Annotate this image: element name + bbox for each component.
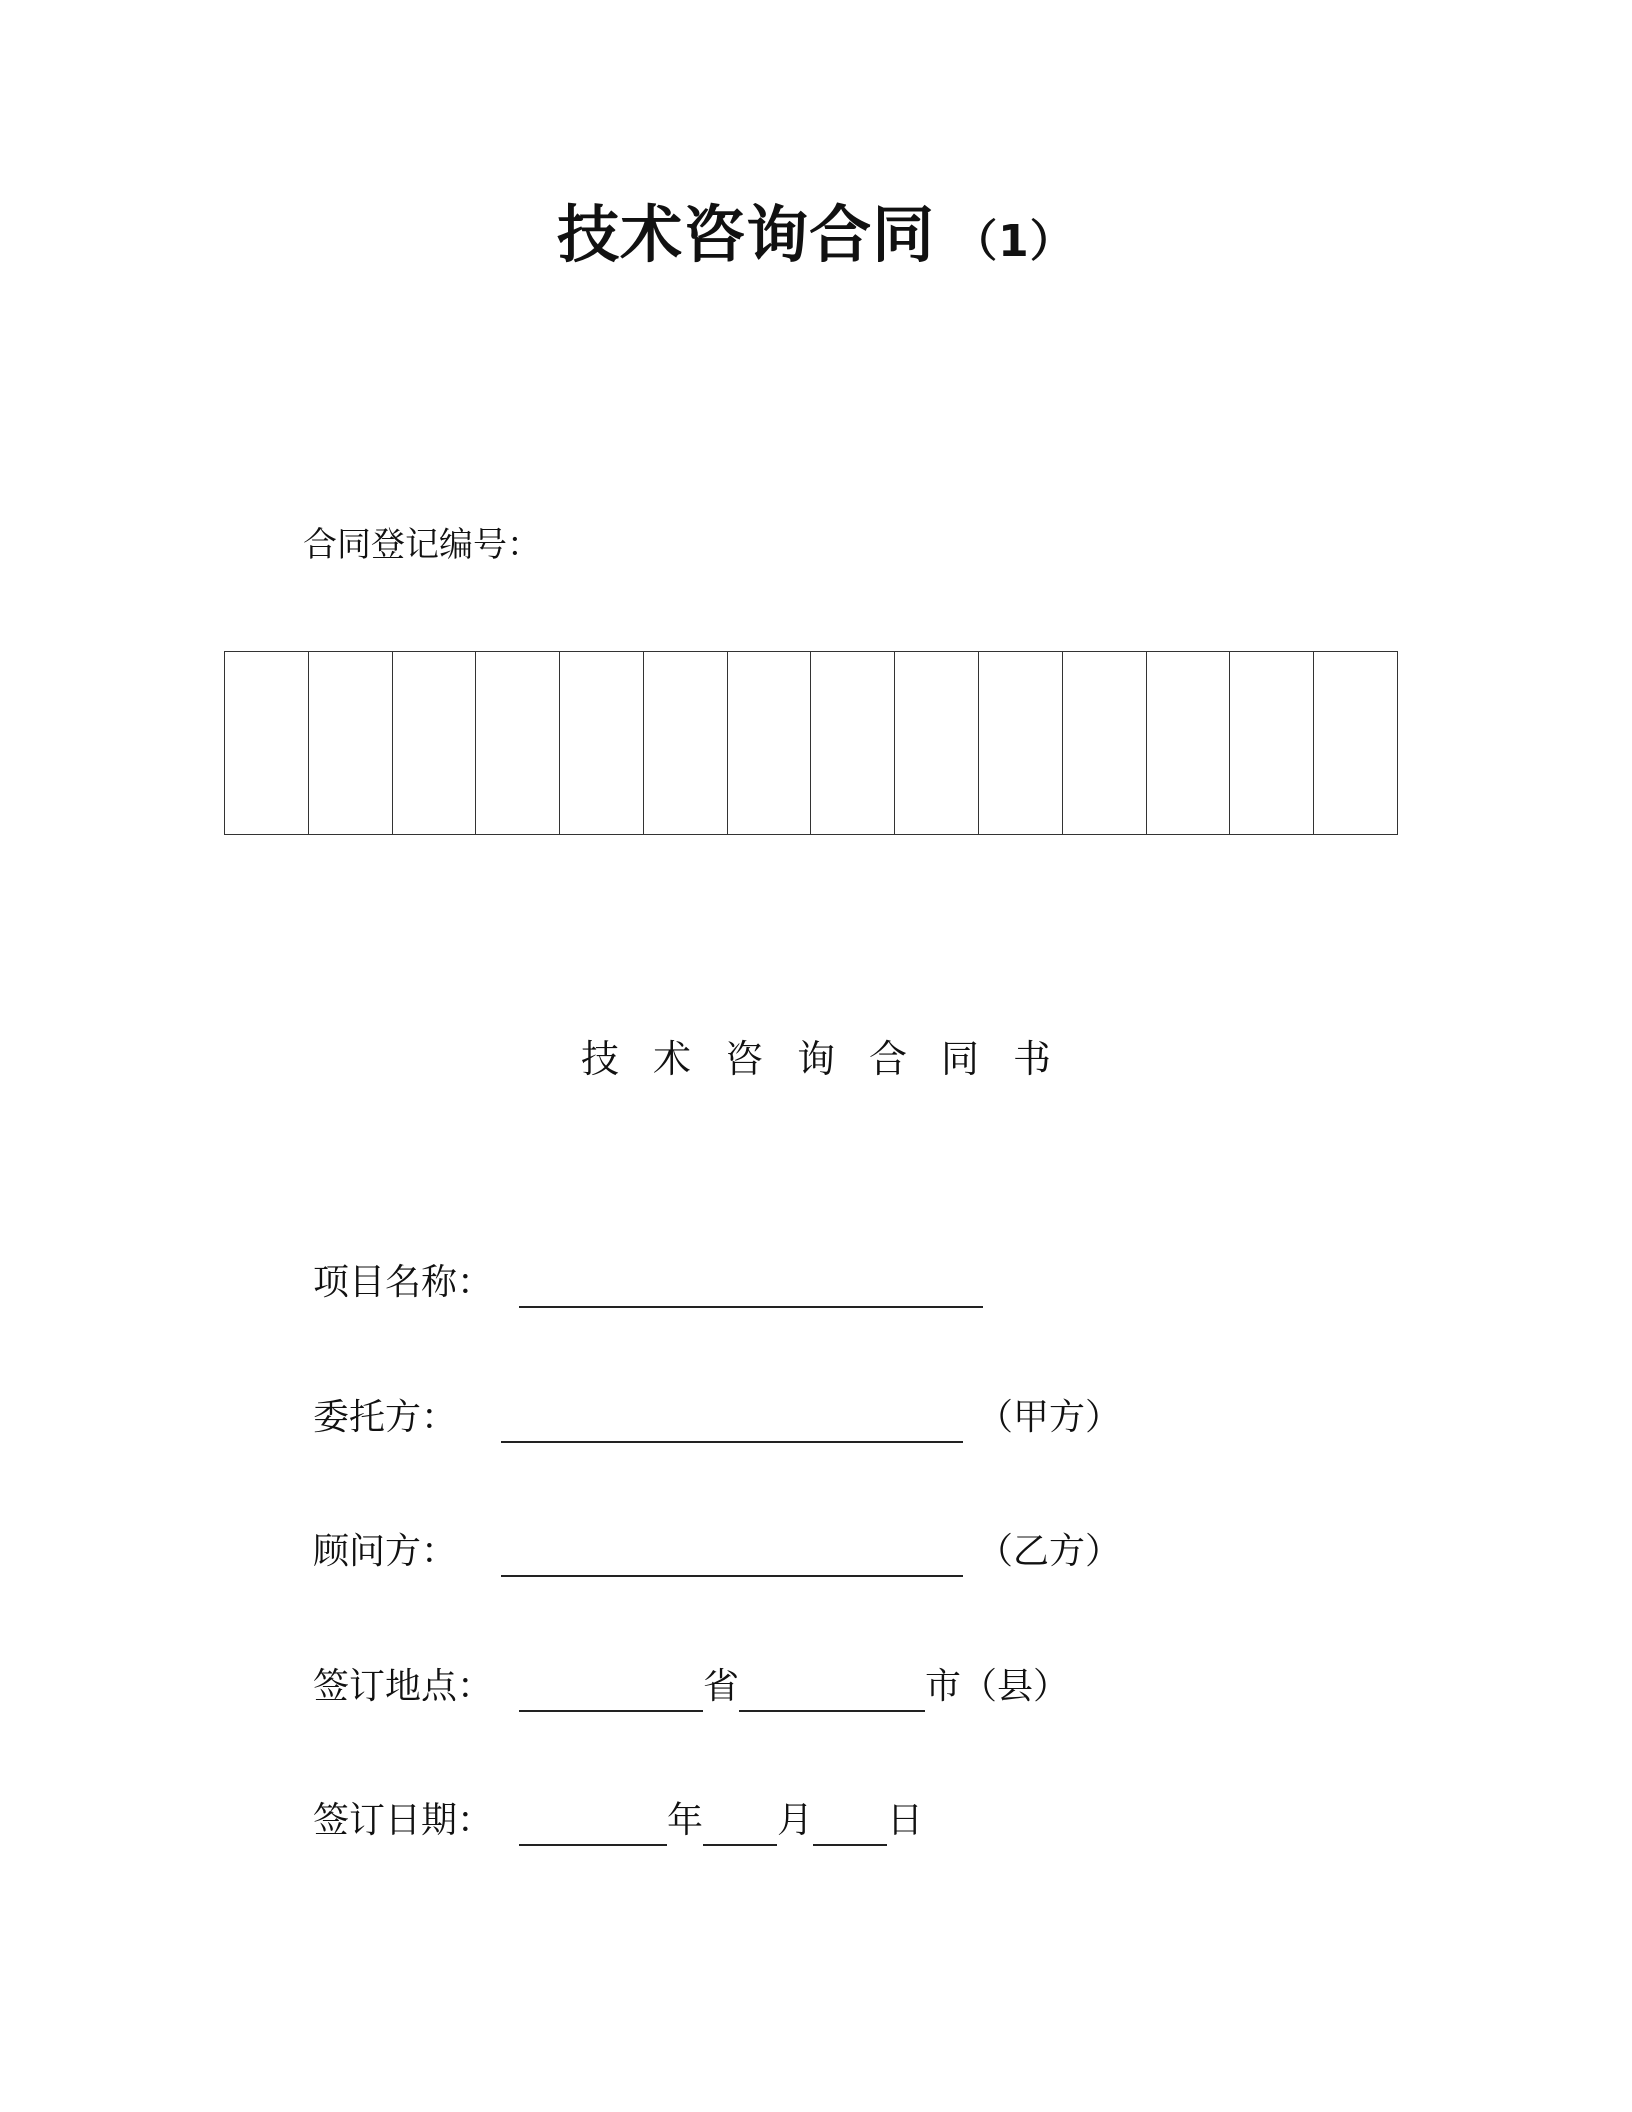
day-blank[interactable] <box>813 1804 887 1846</box>
registration-number-box[interactable] <box>810 652 894 834</box>
title-number: （1） <box>953 216 1075 267</box>
project-name-blank[interactable] <box>519 1266 983 1308</box>
registration-number-box[interactable] <box>475 652 559 834</box>
registration-number-box[interactable] <box>727 652 811 834</box>
signing-place-label: 签订地点： <box>313 1666 494 1707</box>
registration-number-box[interactable] <box>1062 652 1146 834</box>
city-blank[interactable] <box>739 1670 925 1712</box>
signing-date-row <box>313 1796 923 1846</box>
registration-number-box[interactable] <box>1313 652 1397 834</box>
registration-number-box[interactable] <box>392 652 476 834</box>
registration-number-box[interactable] <box>559 652 643 834</box>
document-title <box>0 195 1632 282</box>
registration-number-box[interactable] <box>643 652 727 834</box>
client-label: 委托方： <box>313 1397 458 1438</box>
consultant-row <box>313 1527 1121 1577</box>
project-name-label: 项目名称： <box>313 1262 494 1303</box>
signing-place-row <box>313 1662 1069 1712</box>
registration-number-box[interactable] <box>1146 652 1230 834</box>
title-text: 技术咨询合同 <box>557 198 936 271</box>
registration-number-box[interactable] <box>225 652 308 834</box>
year-blank[interactable] <box>519 1804 667 1846</box>
project-name-row <box>313 1258 983 1308</box>
registration-number-boxes <box>224 651 1398 835</box>
city-unit: 市（县） <box>925 1666 1070 1707</box>
consultant-label: 顾问方： <box>313 1531 458 1572</box>
client-row <box>313 1393 1121 1443</box>
document-subtitle: 技术咨询合同书 <box>580 1037 1085 1081</box>
registration-number-box[interactable] <box>308 652 392 834</box>
province-unit: 省 <box>703 1666 740 1707</box>
consultant-blank[interactable] <box>501 1535 963 1577</box>
consultant-suffix: （乙方） <box>977 1531 1122 1572</box>
client-suffix: （甲方） <box>977 1397 1122 1438</box>
signing-date-label: 签订日期： <box>313 1800 494 1841</box>
year-unit: 年 <box>667 1800 704 1841</box>
registration-number-box[interactable] <box>1229 652 1313 834</box>
registration-number-box[interactable] <box>978 652 1062 834</box>
registration-number-box[interactable] <box>894 652 978 834</box>
day-unit: 日 <box>887 1800 924 1841</box>
registration-number-label: 合同登记编号： <box>303 525 541 565</box>
month-unit: 月 <box>777 1800 814 1841</box>
month-blank[interactable] <box>703 1804 777 1846</box>
client-blank[interactable] <box>501 1401 963 1443</box>
province-blank[interactable] <box>519 1670 703 1712</box>
